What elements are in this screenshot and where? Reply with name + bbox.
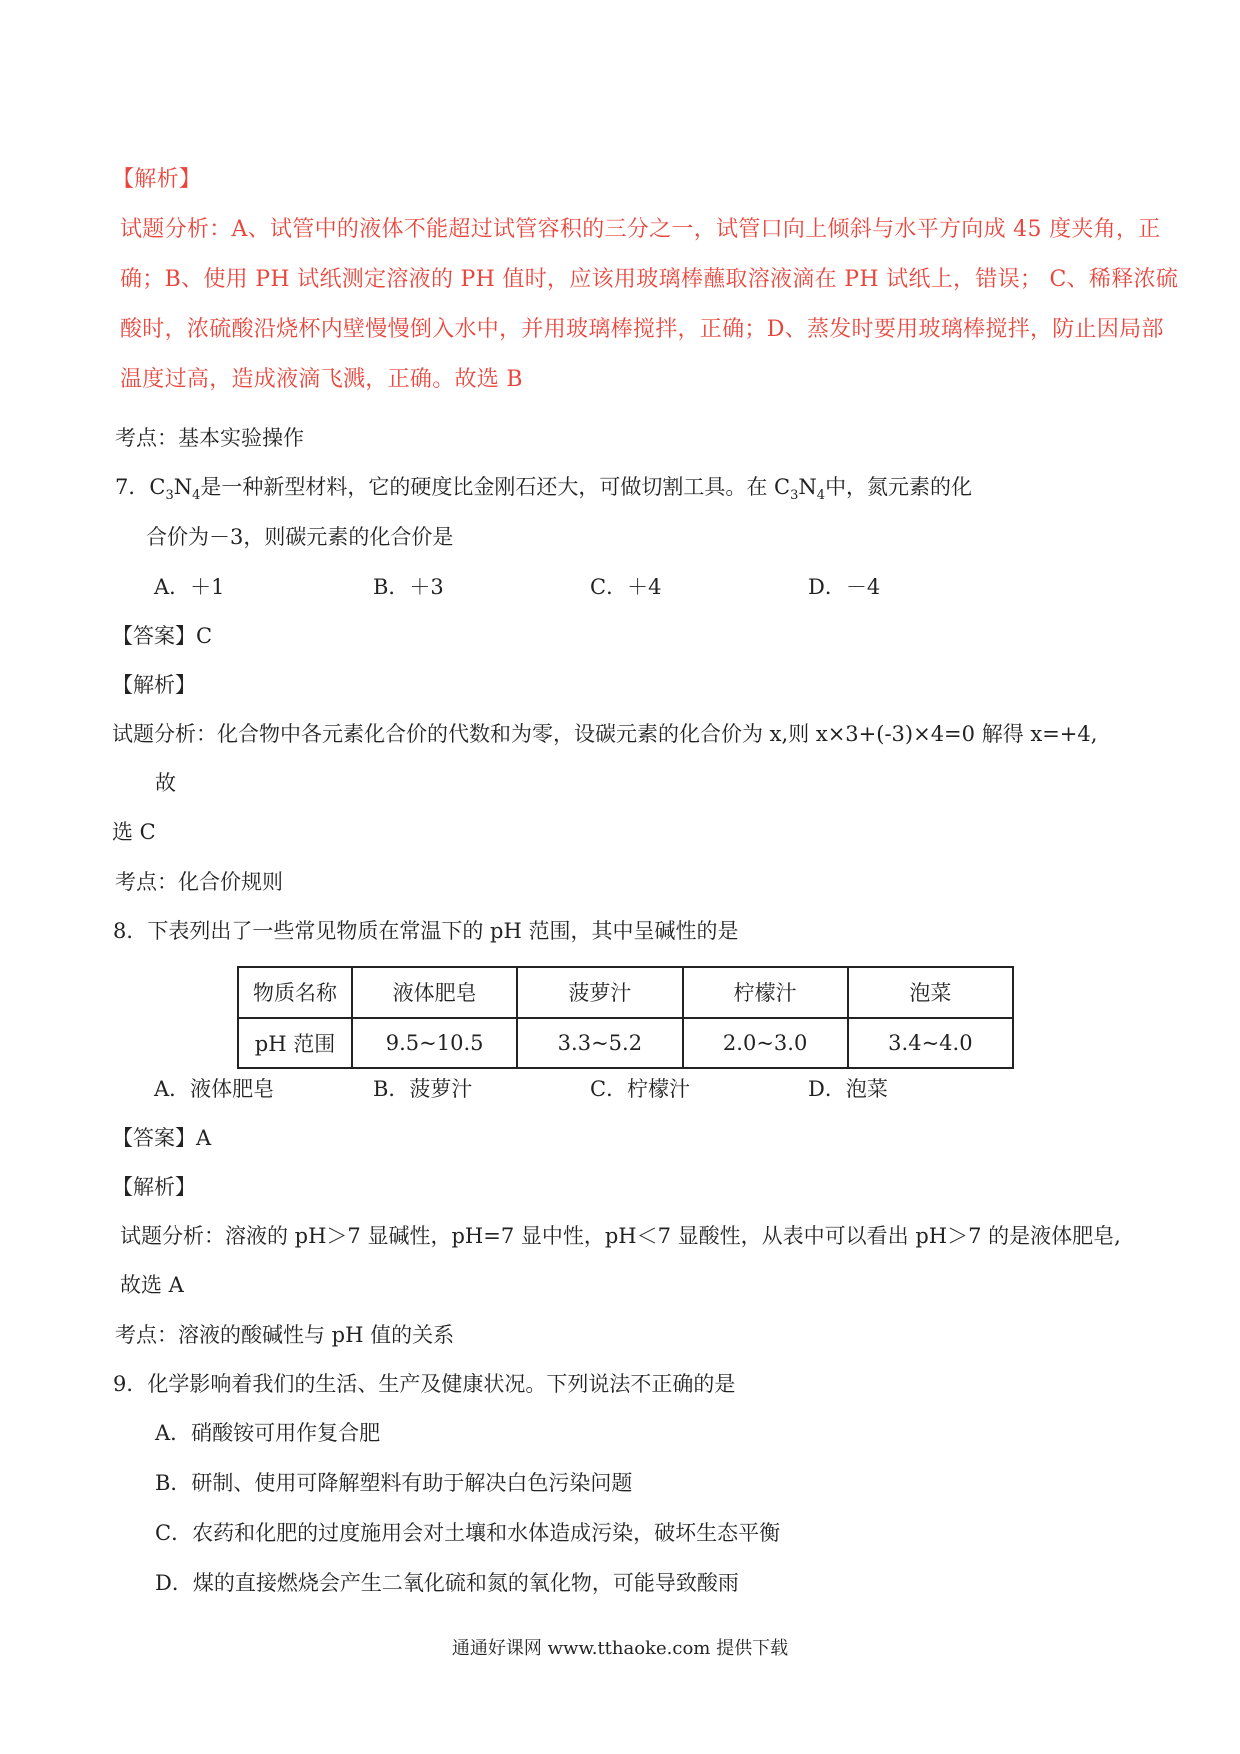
- q7-n: N: [173, 475, 193, 499]
- table-row-label: pH 范围: [238, 1018, 352, 1069]
- q8-kaodian: 考点：溶液的酸碱性与 pH 值的关系: [115, 1323, 455, 1347]
- q8-stem: 8．下表列出了一些常见物质在常温下的 pH 范围，其中呈碱性的是: [113, 919, 739, 943]
- table-cell: 3.3~5.2: [517, 1018, 682, 1069]
- table-row: [238, 1018, 1013, 1069]
- q6-analysis-line: 试题分析：A、试管中的液体不能超过试管容积的三分之一，试管口向上倾斜与水平方向成 45 度夹角，正: [120, 217, 1161, 242]
- table-cell: 3.4~4.0: [848, 1018, 1013, 1069]
- q8-option-d: D．泡菜: [808, 1077, 888, 1101]
- q7-answer: 【答案】C: [112, 624, 213, 648]
- q7-option-d: D．－4: [808, 575, 881, 599]
- table-cell: 泡菜: [848, 967, 1013, 1018]
- q7-stem: [115, 472, 972, 511]
- q7-n-b: N: [798, 475, 817, 499]
- q6-analysis-line: 确；B、使用 PH 试纸测定溶液的 PH 值时，应该用玻璃棒蘸取溶液滴在 PH 试纸上，错误； C、稀释浓硫: [120, 267, 1179, 292]
- q7-stem-end: 中，氮元素的化: [825, 475, 973, 499]
- table-row: [238, 967, 1013, 1018]
- q9-option-b: B．研制、使用可降解塑料有助于解决白色污染问题: [155, 1471, 633, 1495]
- q8-option-b: B．菠萝汁: [373, 1077, 473, 1101]
- q7-option-b: B．＋3: [373, 575, 444, 599]
- table-cell: 液体肥皂: [352, 967, 517, 1018]
- q7-option-c: C．＋4: [590, 575, 662, 599]
- q7-sub-3b: 3: [790, 488, 799, 504]
- q6-analysis-line: 酸时，浓硫酸沿烧杯内壁慢慢倒入水中，并用玻璃棒搅拌，正确；D、蒸发时要用玻璃棒搅拌，防止因局部: [120, 317, 1164, 342]
- q8-analysis-line: 故选 A: [120, 1273, 184, 1297]
- q9-option-c: C．农药和化肥的过度施用会对土壤和水体造成污染，破坏生态平衡: [155, 1521, 781, 1545]
- q6-kaodian: 考点：基本实验操作: [115, 426, 304, 450]
- table-cell: 9.5~10.5: [352, 1018, 517, 1069]
- q8-analysis-line: 试题分析：溶液的 pH＞7 显碱性，pH=7 显中性，pH＜7 显酸性，从表中可以看出 pH＞7 的是液体肥皂,: [120, 1224, 1121, 1248]
- q7-kaodian: 考点：化合价规则: [115, 870, 283, 894]
- q7-stem-middle: 是一种新型材料，它的硬度比金刚石还大，可做切割工具。在 C: [200, 475, 791, 499]
- q8-option-a: A．液体肥皂: [154, 1077, 275, 1101]
- table-cell: 菠萝汁: [517, 967, 682, 1018]
- q8-option-c: C．柠檬汁: [590, 1077, 691, 1101]
- table-row-label: 物质名称: [238, 967, 352, 1018]
- q7-sub-3: 3: [165, 488, 174, 504]
- q9-option-a: A．硝酸铵可用作复合肥: [155, 1421, 381, 1445]
- q7-analysis-line: 选 C: [112, 820, 156, 844]
- q8-answer: 【答案】A: [112, 1126, 212, 1150]
- q7-analysis-line: 试题分析：化合物中各元素化合价的代数和为零，设碳元素的化合价为 x,则 x×3+(-3)×4=0 解得 x=+4,: [112, 722, 1098, 746]
- q7-analysis-line: 故: [155, 771, 176, 795]
- q7-analysis-heading: 【解析】: [112, 673, 196, 697]
- q7-sub-4: 4: [192, 488, 201, 504]
- q6-analysis-line: 温度过高，造成液滴飞溅，正确。故选 B: [120, 367, 523, 392]
- ph-table: [237, 966, 1014, 1069]
- q7-stem-line2: 合价为－3，则碳元素的化合价是: [146, 525, 454, 549]
- q9-stem: 9．化学影响着我们的生活、生产及健康状况。下列说法不正确的是: [113, 1372, 736, 1396]
- page-footer: 通通好课网 www.tthaoke.com 提供下载: [451, 1638, 789, 1659]
- q8-analysis-heading: 【解析】: [112, 1175, 196, 1199]
- table-cell: 柠檬汁: [683, 967, 848, 1018]
- table-cell: 2.0~3.0: [683, 1018, 848, 1069]
- q7-sub-4b: 4: [816, 488, 826, 504]
- q7-stem-prefix: 7．C: [115, 475, 166, 499]
- q6-analysis-heading: 【解析】: [112, 167, 202, 192]
- q9-option-d: D．煤的直接燃烧会产生二氧化硫和氮的氧化物，可能导致酸雨: [155, 1571, 739, 1595]
- q7-option-a: A．＋1: [154, 575, 225, 599]
